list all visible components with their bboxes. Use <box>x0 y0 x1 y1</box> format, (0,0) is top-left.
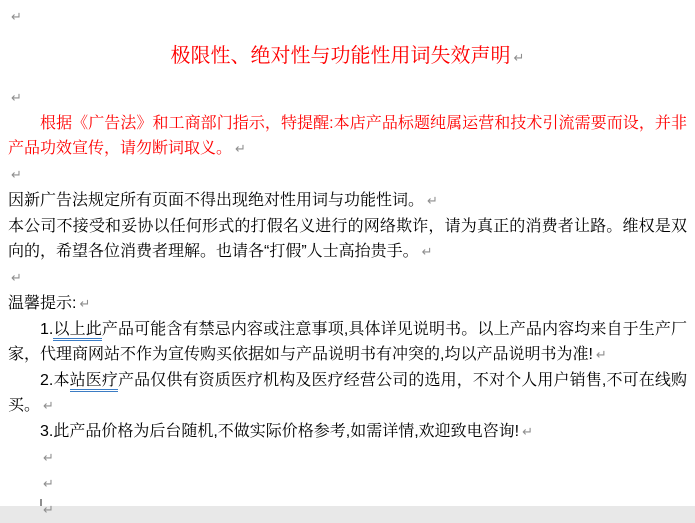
empty-paragraph <box>8 85 687 111</box>
paragraph-mark-icon: ↵ <box>43 503 54 518</box>
tip-1-grammar-underlined-text: 以上此 <box>53 321 102 341</box>
company-statement-paragraph <box>8 214 687 265</box>
tip-1-number: 1. <box>40 321 54 338</box>
red-notice-text: 根据《广告法》和工商部门指示，特提醒:本店产品标题纯属运营和技术引流需要而设，并非产品功效宣传，请勿断词取义。 <box>8 115 687 157</box>
tip-3-text: 3.此产品价格为后台随机,不做实际价格参考,如需详情,欢迎致电咨询! <box>40 423 520 440</box>
paragraph-mark-icon: ↵ <box>595 348 607 363</box>
paragraph-mark-icon: ↵ <box>522 425 534 440</box>
paragraph-mark-icon: ↵ <box>79 297 91 312</box>
empty-paragraph <box>8 4 687 30</box>
tip-1-paragraph <box>8 317 687 368</box>
paragraph-mark-icon: ↵ <box>11 91 22 106</box>
rule-paragraph <box>8 188 687 214</box>
paragraph-mark-icon: ↵ <box>235 142 246 157</box>
tip-2-paragraph <box>8 368 687 419</box>
empty-paragraph <box>8 445 687 471</box>
paragraph-mark-icon: ↵ <box>421 245 433 260</box>
paragraph-mark-icon: ↵ <box>43 451 54 466</box>
paragraph-mark-icon: ↵ <box>11 168 22 183</box>
company-statement-text: 本公司不接受和妥协以任何形式的打假名义进行的网络欺诈，请为真正的消费者让路。维权是双向的，希望各位消费者理解。也请各“打假”人士高抬贵手。 <box>8 218 687 260</box>
tip-1-text: 产品可能含有禁忌内容或注意事项,具体详见说明书。以上产品内容均来自于生产厂家，代理商网站不作为宣传购买依据如与产品说明书有冲突的,均以产品说明书为准! <box>8 321 687 363</box>
tips-heading-paragraph <box>8 291 687 317</box>
red-notice-paragraph <box>8 111 687 162</box>
empty-paragraph <box>8 497 687 523</box>
tips-heading-text: 温馨提示: <box>8 295 77 312</box>
rule-text: 因新广告法规定所有页面不得出现绝对性用词与功能性词。 <box>8 192 425 209</box>
document-title <box>8 30 687 85</box>
tip-2-number: 2.本 <box>40 372 70 389</box>
empty-paragraph <box>8 471 687 497</box>
paragraph-mark-icon: ↵ <box>43 477 54 492</box>
paragraph-mark-icon: ↵ <box>11 10 22 25</box>
clipped-paragraph-mark <box>40 499 42 506</box>
empty-paragraph <box>8 162 687 188</box>
paragraph-mark-icon: ↵ <box>513 51 525 66</box>
tip-3-paragraph <box>8 419 687 445</box>
paragraph-mark-icon: ↵ <box>11 271 22 286</box>
paragraph-mark-icon: ↵ <box>427 194 438 209</box>
tip-2-grammar-underlined-text: 站医疗 <box>70 372 118 392</box>
title-text: 极限性、绝对性与功能性用词失效声明 <box>170 45 511 67</box>
paragraph-mark-icon: ↵ <box>43 399 54 414</box>
empty-paragraph <box>8 265 687 291</box>
tip-2-text: 产品仅供有资质医疗机构及医疗经营公司的选用，不对个人用户销售,不可在线购买。 <box>8 372 687 414</box>
